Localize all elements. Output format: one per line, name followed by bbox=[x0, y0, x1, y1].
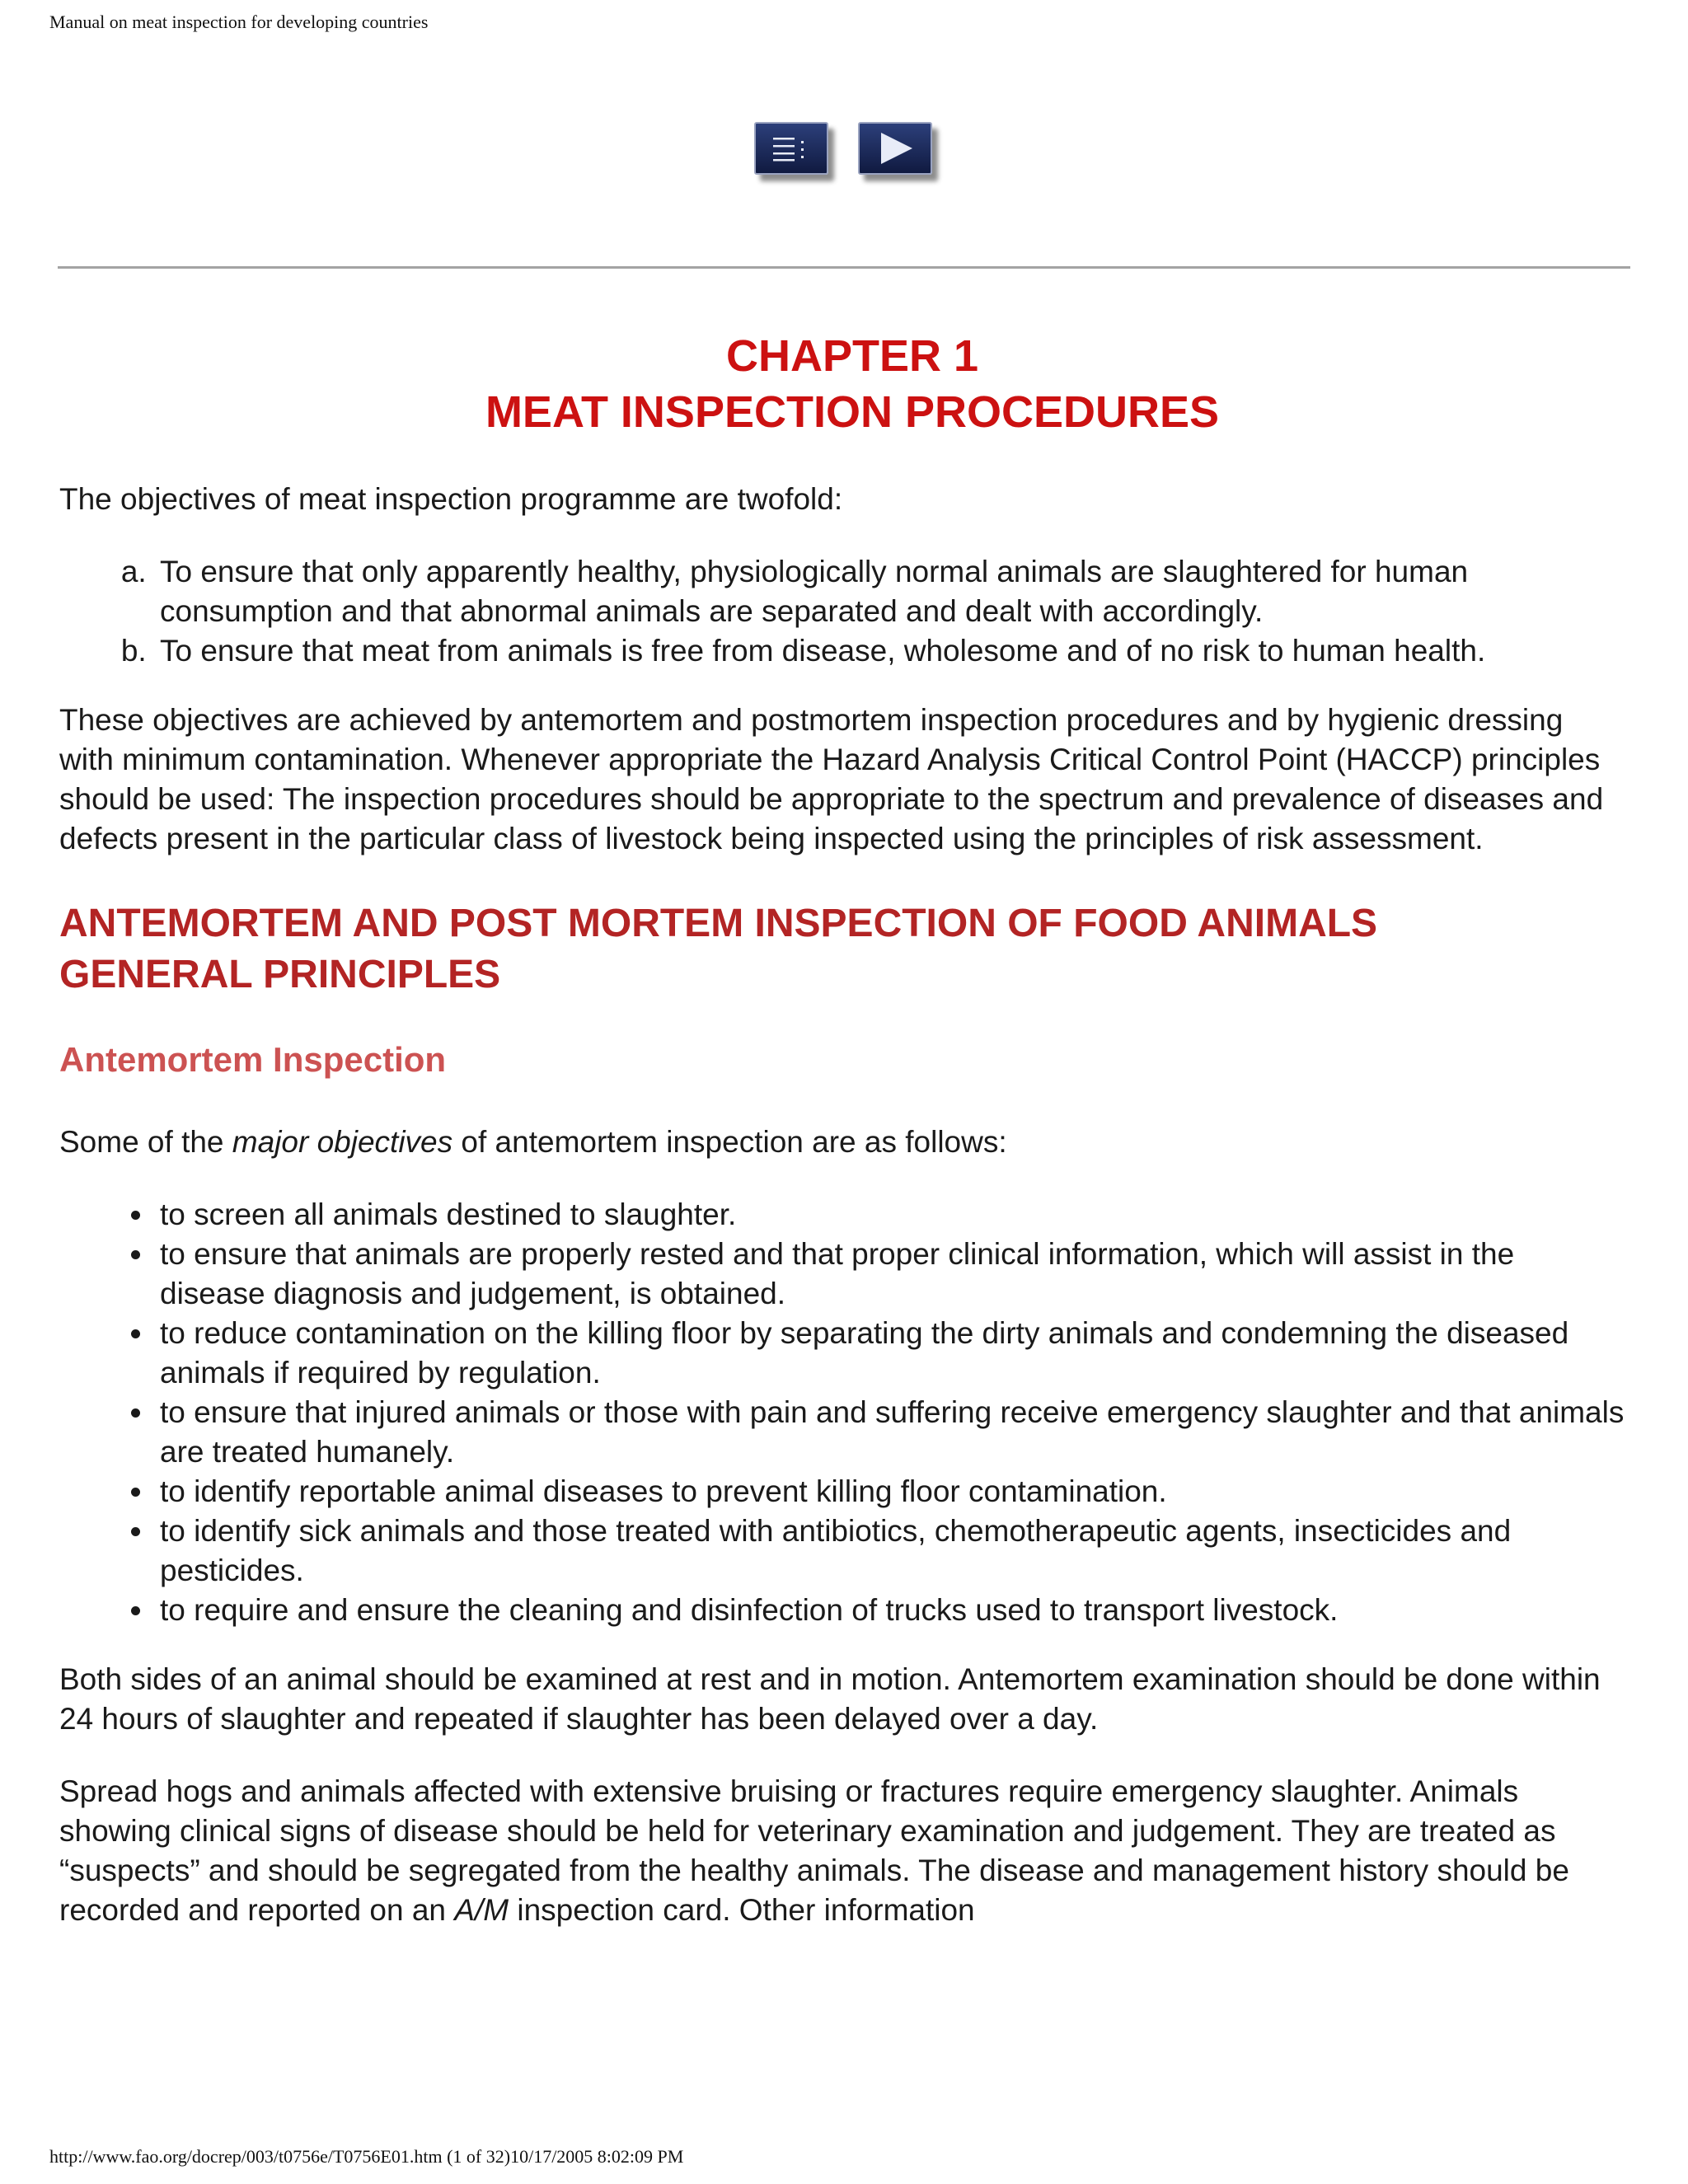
list-item: a. To ensure that only apparently healthy, physiologically normal animals are slaughtered for human consumption and that abnormal animals are separated and dealt with accordingly. bbox=[155, 552, 1625, 631]
next-page-button[interactable] bbox=[858, 122, 932, 175]
section-heading bbox=[59, 898, 1625, 1001]
document-body bbox=[59, 328, 1625, 1930]
am-emphasis: A/M bbox=[454, 1893, 509, 1927]
list-item: • to reduce contamination on the killing floor by separating the dirty animals and condemning the diseased animals if required by regulation. bbox=[155, 1314, 1625, 1393]
chapter-name: MEAT INSPECTION PROCEDURES bbox=[485, 387, 1220, 437]
section-heading-line1: ANTEMORTEM AND POST MORTEM INSPECTION OF FOOD ANIMALS bbox=[59, 902, 1378, 945]
intro-text-after: of antemortem inspection are as follows: bbox=[452, 1125, 1007, 1159]
contents-button[interactable] bbox=[754, 122, 828, 175]
list-item: b. To ensure that meat from animals is free from disease, wholesome and of no risk to human health. bbox=[155, 631, 1625, 671]
list-item: • to screen all animals destined to slaughter. bbox=[155, 1195, 1625, 1235]
list-item: • to identify reportable animal diseases to prevent killing floor contamination. bbox=[155, 1472, 1625, 1511]
chapter-number: CHAPTER 1 bbox=[725, 331, 979, 381]
intro-emphasis: major objectives bbox=[232, 1125, 453, 1159]
major-objectives-intro bbox=[59, 1122, 1625, 1162]
section-heading-line2: GENERAL PRINCIPLES bbox=[59, 953, 501, 996]
next-arrow-icon bbox=[874, 130, 916, 166]
subsection-heading: Antemortem Inspection bbox=[59, 1040, 447, 1079]
list-item: • to identify sick animals and those treated with antibiotics, chemotherapeutic agents, insecticides and pesticides. bbox=[155, 1511, 1625, 1591]
intro-text-before: Some of the bbox=[59, 1125, 232, 1159]
both-sides-paragraph: Both sides of an animal should be examined at rest and in motion. Antemortem examination should be done within 24 hours of slaughter and repeated if slaughter has been delayed over a day. bbox=[59, 1662, 1601, 1736]
list-item: • to require and ensure the cleaning and disinfection of trucks used to transport livestock. bbox=[155, 1591, 1625, 1630]
major-objectives-list bbox=[59, 1195, 1625, 1630]
table-of-contents-icon bbox=[768, 132, 814, 165]
print-footer: http://www.fao.org/docrep/003/t0756e/T0756E01.htm (1 of 32)10/17/2005 8:02:09 PM bbox=[49, 2146, 684, 2167]
objectives-list bbox=[59, 552, 1625, 671]
paragraph-text-after: inspection card. Other information bbox=[509, 1893, 975, 1927]
horizontal-divider bbox=[58, 266, 1630, 269]
list-item: • to ensure that injured animals or those with pain and suffering receive emergency slaughter and that animals are treated humanely. bbox=[155, 1393, 1625, 1472]
navigation-bar bbox=[0, 122, 1688, 175]
paragraph-text-before: Spread hogs and animals affected with extensive bruising or fractures require emergency slaughter. Animals showing clinical signs of disease should be held for veterinary examination and judgement. They are treated as “suspects” and should be segregated from the healthy animals. The disease and management history should be recorded and reported on an bbox=[59, 1774, 1569, 1927]
print-header: Manual on meat inspection for developing countries bbox=[49, 12, 429, 32]
intro-paragraph: The objectives of meat inspection programme are twofold: bbox=[59, 482, 843, 516]
achieved-paragraph: These objectives are achieved by antemortem and postmortem inspection procedures and by hygienic dressing with minimum contamination. Whenever appropriate the Hazard Analysis Critical Control Point (HACCP) principles should be used: The inspection procedures should be appropriate to the spectrum and prevalence of diseases and defects present in the particular class of livestock being inspected using the principles of risk assessment. bbox=[59, 703, 1604, 855]
spread-hogs-paragraph bbox=[59, 1772, 1625, 1930]
chapter-title bbox=[59, 328, 1625, 440]
list-item: • to ensure that animals are properly rested and that proper clinical information, which will assist in the disease diagnosis and judgement, is obtained. bbox=[155, 1235, 1625, 1314]
